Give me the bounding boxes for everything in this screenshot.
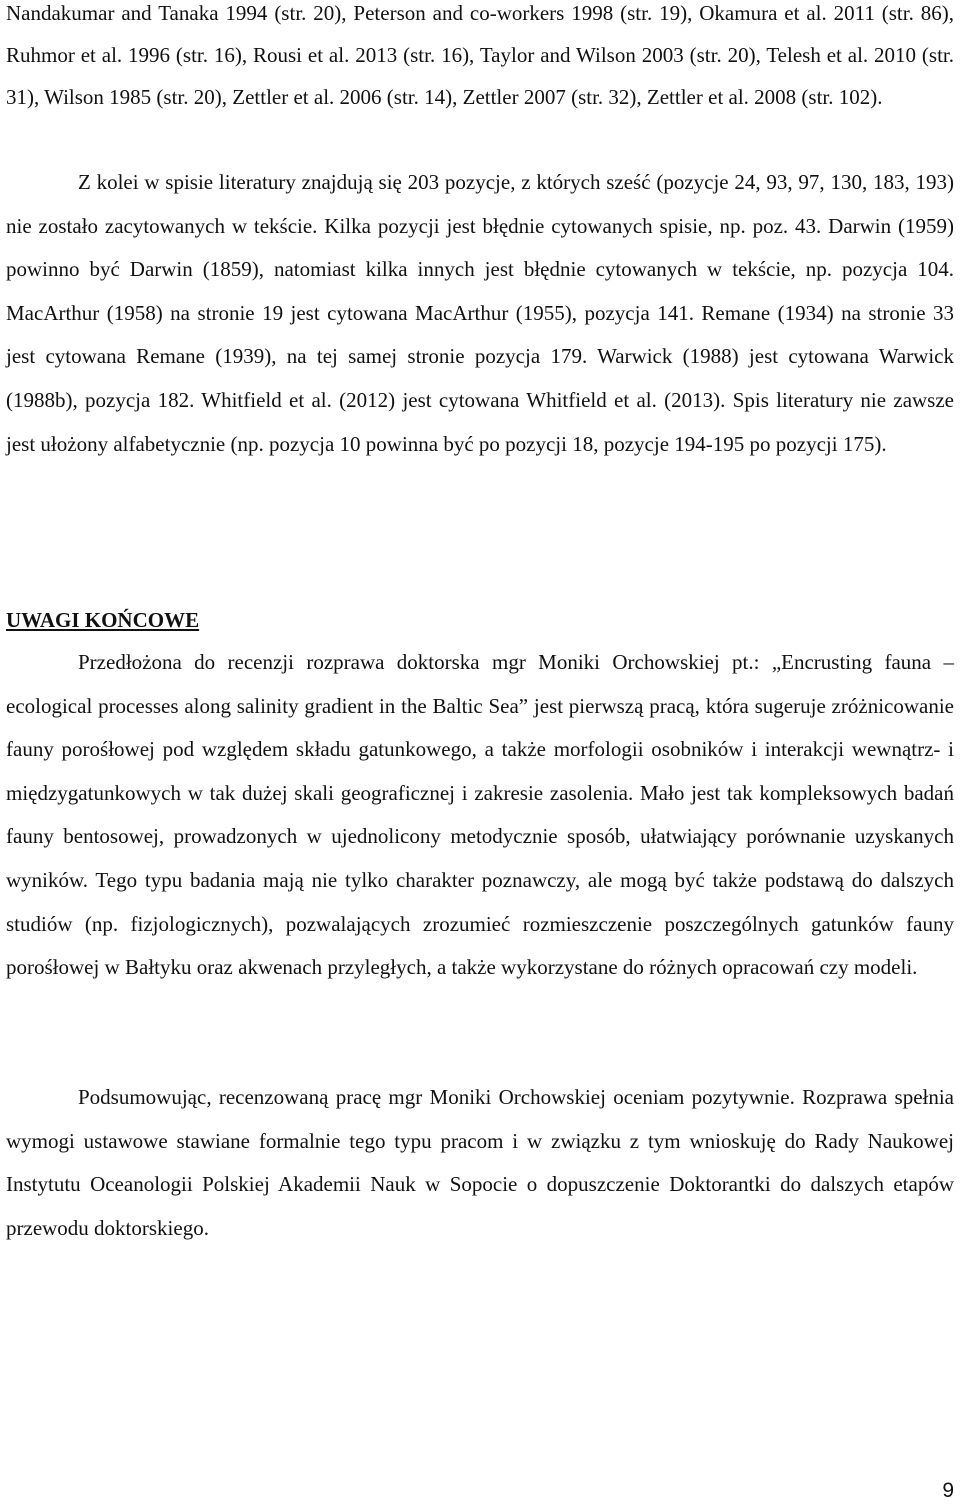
summary-paragraph: Podsumowując, recenzowaną pracę mgr Moniki Orchowskiej oceniam pozytywnie. Rozprawa spełnia wymogi ustawowe stawiane formalnie tego typu pracom i w związku z tym wnioskuję do Rady Naukowej Instytutu Oceanologii Polskiej Akademii Nauk w Sopocie o dopuszczenie Doktorantki do dalszych etapów przewodu doktorskiego. (6, 1085, 954, 1240)
references-tail-paragraph: Nandakumar and Tanaka 1994 (str. 20), Peterson and co-workers 1998 (str. 19), Okamura et al. 2011 (str. 86), Ruhmor et al. 1996 (str. 16), Rousi et al. 2013 (str. 16), Taylor and Wilson 2003 (str. 20), Telesh et al. 2010 (str. 31), Wilson 1985 (str. 20), Zettler et al. 2006 (str. 14), Zettler 2007 (str. 32), Zettler et al. 2008 (str. 102). (6, 1, 954, 109)
section-heading: UWAGI KOŃCOWE (6, 608, 200, 632)
literature-review-paragraph: Z kolei w spisie literatury znajdują się 203 pozycje, z których sześć (pozycje 24, 93, 97, 130, 183, 193) nie zostało zacytowanych w tekście. Kilka pozycji jest błędnie cytowanych spisie, np. poz. 43. Darwin (1959) powinno być Darwin (1859), natomiast kilka innych jest błędnie cytowanych w tekście, np. pozycja 104. MacArthur (1958) na stronie 19 jest cytowana MacArthur (1955), pozycja 141. Remane (1934) na stronie 33 jest cytowana Remane (1939), na tej samej stronie pozycja 179. Warwick (1988) jest cytowana Warwick (1988b), pozycja 182. Whitfield et al. (2012) jest cytowana Whitfield et al. (2013). Spis literatury nie zawsze jest ułożony alfabetycznie (np. pozycja 10 powinna być po pozycji 18, pozycje 194-195 po pozycji 175). (6, 170, 954, 456)
final-remarks-paragraph: Przedłożona do recenzji rozprawa doktorska mgr Moniki Orchowskiej pt.: „Encrusting fauna – ecological processes along salinity gradient in the Baltic Sea” jest pierwszą pracą, która sugeruje zróżnicowanie fauny porośłowej pod względem składu gatunkowego, a także morfologii osobników i interakcji wewnątrz- i międzygatunkowych w tak dużej skali geograficznej i zakresie zasolenia. Mało jest tak kompleksowych badań fauny bentosowej, prowadzonych w ujednolicony metodycznie sposób, ułatwiający porównanie uzyskanych wyników. Tego typu badania mają nie tylko charakter poznawczy, ale mogą być także podstawą do dalszych studiów (np. fizjologicznych), pozwalających zrozumieć rozmieszczenie poszczególnych gatunków fauny porośłowej w Bałtyku oraz akwenach przyległych, a także wykorzystane do różnych opracowań czy modeli. (6, 650, 954, 980)
page-number: 9 (942, 1479, 954, 1502)
